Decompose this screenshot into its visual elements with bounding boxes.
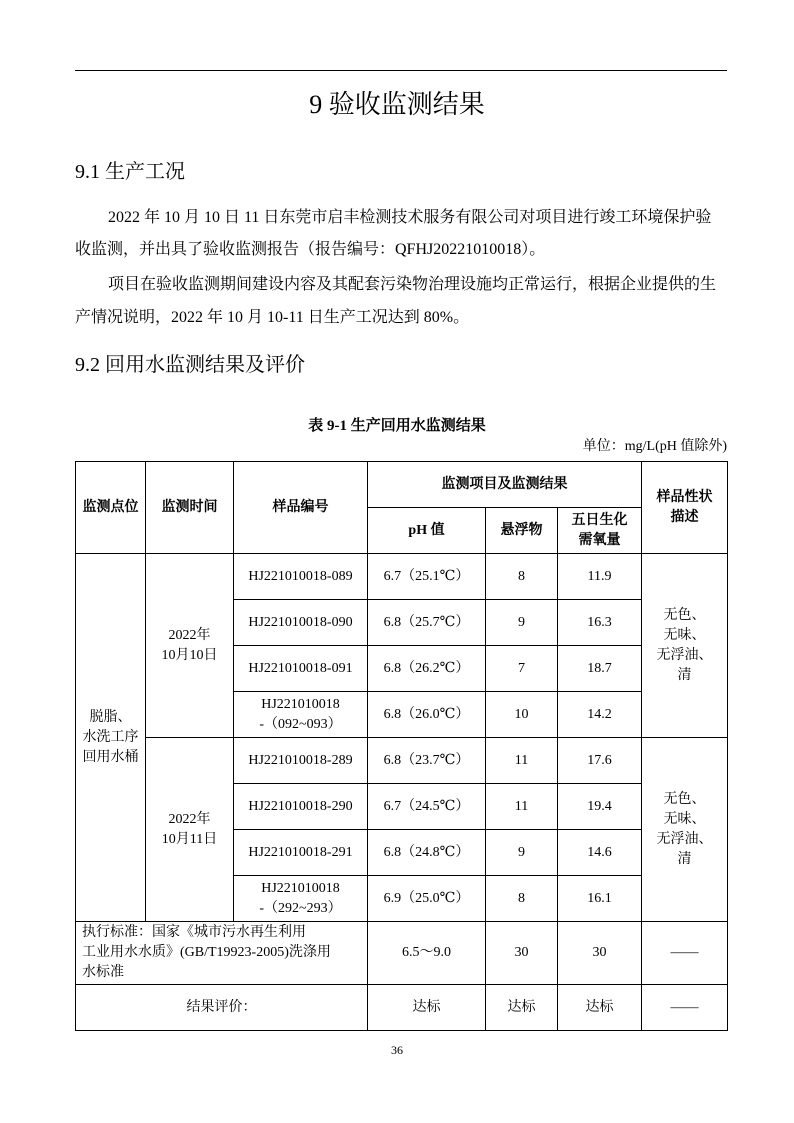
location-line: 水洗工序 <box>82 729 139 745</box>
bod5-cell: 11.9 <box>558 554 642 600</box>
sample-id: HJ221010018-290 <box>248 798 353 814</box>
description-line: 清 <box>677 851 692 867</box>
header-description <box>642 462 728 554</box>
table-caption: 表 9-1 生产回用水监测结果 <box>308 418 486 434</box>
standard-label <box>76 922 368 985</box>
paragraph-1-line-1: 2022 年 10 月 10 日 11 日东莞市启丰检测技术服务有限公司对项目进行竣工环境保护验 <box>108 209 712 226</box>
sample-id-cell <box>234 554 368 600</box>
header-time: 监测时间 <box>146 462 234 554</box>
evaluation-row <box>76 985 728 1031</box>
header-bod5-line: 五日生化 <box>571 512 628 528</box>
table-row <box>76 738 728 784</box>
description-line: 无色、 <box>663 791 706 807</box>
paragraph-2-line-1: 项目在验收监测期间建设内容及其配套污染物治理设施均正常运行，根据企业提供的生 <box>108 276 717 293</box>
sample-id: HJ221010018 <box>261 880 340 896</box>
standard-bod5: 30 <box>558 922 642 985</box>
ss-cell: 9 <box>486 830 558 876</box>
sample-id-suffix: -（092~093） <box>259 716 342 732</box>
bod5-cell: 16.3 <box>558 600 642 646</box>
bod5-cell: 14.2 <box>558 692 642 738</box>
location-line: 脱脂、 <box>89 709 132 725</box>
unit-note: 单位：mg/L(pH 值除外) <box>582 439 727 454</box>
sample-id-cell <box>234 784 368 830</box>
ph-cell: 6.8（26.2℃） <box>368 646 486 692</box>
standard-label-line: 执行标准：国家《城市污水再生利用 <box>82 925 306 940</box>
ph-cell: 6.8（23.7℃） <box>368 738 486 784</box>
standard-label-line: 水标准 <box>82 965 124 980</box>
description-line: 无味、 <box>663 627 706 643</box>
ph-cell: 6.8（24.8℃） <box>368 830 486 876</box>
description-line: 无浮油、 <box>656 647 713 663</box>
sample-id-cell <box>234 876 368 922</box>
date-line: 10月10日 <box>161 647 218 663</box>
ph-cell: 6.7（24.5℃） <box>368 784 486 830</box>
header-items-group: 监测项目及监测结果 <box>368 462 642 508</box>
standard-ph: 6.5～9.0 <box>368 922 486 985</box>
evaluation-description: —— <box>642 985 728 1031</box>
ss-cell: 7 <box>486 646 558 692</box>
ss-cell: 10 <box>486 692 558 738</box>
ph-cell: 6.8（25.7℃） <box>368 600 486 646</box>
sample-id-cell <box>234 738 368 784</box>
evaluation-bod5: 达标 <box>558 985 642 1031</box>
header-bod5-line: 需氧量 <box>578 532 621 548</box>
page-number: 36 <box>391 1043 403 1057</box>
chapter-title: 9 验收监测结果 <box>309 90 485 119</box>
sample-id: HJ221010018-289 <box>248 752 353 768</box>
standard-ss: 30 <box>486 922 558 985</box>
ph-cell: 6.9（25.0℃） <box>368 876 486 922</box>
sample-id: HJ221010018-090 <box>248 614 353 630</box>
header-sample-id: 样品编号 <box>234 462 368 554</box>
sample-id-cell <box>234 600 368 646</box>
table-header-row <box>76 462 728 508</box>
description-line: 无味、 <box>663 811 706 827</box>
header-bod5 <box>558 508 642 554</box>
ss-cell: 9 <box>486 600 558 646</box>
standard-row <box>76 922 728 985</box>
sample-id: HJ221010018-089 <box>248 568 353 584</box>
standard-description: —— <box>642 922 728 985</box>
date-cell <box>146 738 234 922</box>
sample-id-cell <box>234 830 368 876</box>
section-heading-production-conditions: 9.1 生产工况 <box>75 161 185 183</box>
standard-label-line: 工业用水水质》(GB/T19923-2005)洗涤用 <box>82 945 331 960</box>
table-row <box>76 554 728 600</box>
header-ss: 悬浮物 <box>486 508 558 554</box>
location-line: 回用水桶 <box>82 749 139 765</box>
header-ph: pH 值 <box>368 508 486 554</box>
ph-cell: 6.7（25.1℃） <box>368 554 486 600</box>
header-location: 监测点位 <box>76 462 146 554</box>
evaluation-ph: 达标 <box>368 985 486 1031</box>
sample-id: HJ221010018-291 <box>248 844 353 860</box>
paragraph-1-line-2: 收监测，并出具了验收监测报告（报告编号：QFHJ20221010018）。 <box>75 241 546 258</box>
ss-cell: 11 <box>486 738 558 784</box>
date-line: 10月11日 <box>161 831 218 847</box>
header-description-line: 样品性状 <box>656 489 713 505</box>
description-line: 无浮油、 <box>656 831 713 847</box>
description-cell <box>642 554 728 738</box>
sample-id-cell <box>234 692 368 738</box>
ss-cell: 8 <box>486 876 558 922</box>
bod5-cell: 14.6 <box>558 830 642 876</box>
ss-cell: 8 <box>486 554 558 600</box>
bod5-cell: 16.1 <box>558 876 642 922</box>
sample-id: HJ221010018-091 <box>248 660 353 676</box>
ph-cell: 6.8（26.0℃） <box>368 692 486 738</box>
bod5-cell: 19.4 <box>558 784 642 830</box>
ss-cell: 11 <box>486 784 558 830</box>
description-line: 清 <box>677 667 692 683</box>
paragraph-2-line-2: 产情况说明，2022 年 10 月 10-11 日生产工况达到 80%。 <box>75 309 470 326</box>
date-line: 2022年 <box>168 811 211 827</box>
bod5-cell: 18.7 <box>558 646 642 692</box>
sample-id-cell <box>234 646 368 692</box>
description-line: 无色、 <box>663 607 706 623</box>
description-cell <box>642 738 728 922</box>
section-heading-water-results: 9.2 回用水监测结果及评价 <box>75 354 305 376</box>
location-cell <box>76 554 146 922</box>
evaluation-label: 结果评价： <box>76 985 368 1031</box>
monitoring-results-table <box>75 461 728 1031</box>
date-line: 2022年 <box>168 627 211 643</box>
sample-id-suffix: -（292~293） <box>259 900 342 916</box>
sample-id: HJ221010018 <box>261 696 340 712</box>
evaluation-ss: 达标 <box>486 985 558 1031</box>
date-cell <box>146 554 234 738</box>
header-description-line: 描述 <box>670 509 699 525</box>
header-rule <box>75 70 727 71</box>
bod5-cell: 17.6 <box>558 738 642 784</box>
